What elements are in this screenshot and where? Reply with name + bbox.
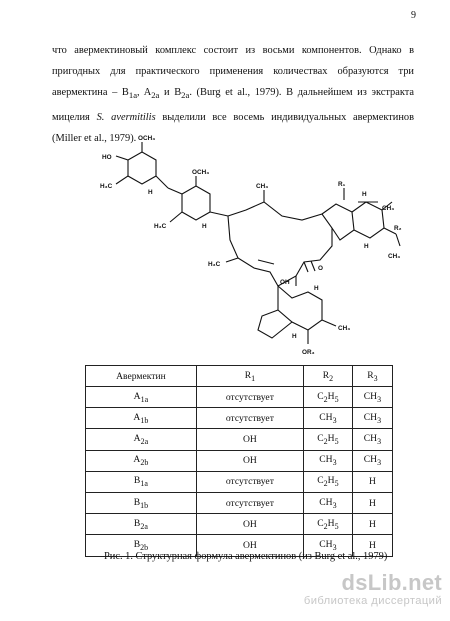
label-r2: R₂ xyxy=(394,225,402,232)
paragraph-line-2: пригодных для практического применения количествах образуются три xyxy=(52,66,414,78)
label-h-2: H xyxy=(202,223,207,230)
paragraph-line-3: авермектина – $B_{1a}$, $A_{2a}$ и $B_{2a}$. (Burg et al., 1979). В дальнейшем из экстракта xyxy=(52,87,415,101)
watermark-subtitle: библиотека диссертаций xyxy=(303,595,442,607)
table-row xyxy=(86,450,393,471)
header-r3: $R_3$ xyxy=(352,366,392,387)
cell-avermectin: $A_{2a}$ xyxy=(86,429,197,450)
table-row xyxy=(86,514,393,535)
label-h3c-2: H₃C xyxy=(154,223,167,230)
label-ch3-c: CH₃ xyxy=(338,325,351,332)
cell-r2: $CH_3$ xyxy=(304,450,353,471)
macrocycle xyxy=(228,202,332,286)
cell-r3: H xyxy=(352,535,392,556)
table-row xyxy=(86,387,393,408)
cell-avermectin: $B_{1a}$ xyxy=(86,471,197,492)
cell-r1: OH xyxy=(196,429,303,450)
cell-avermectin: $B_{2b}$ xyxy=(86,535,197,556)
cell-avermectin: $B_{1b}$ xyxy=(86,492,197,513)
cell-r3: H xyxy=(352,471,392,492)
benzofuran-ring xyxy=(278,286,322,330)
cell-r3: $CH_3$ xyxy=(352,408,392,429)
sugar-ring-2 xyxy=(182,186,210,220)
paragraph-line-1: что авермектиновый комплекс состоит из восьми компонентов. Однако в xyxy=(52,45,414,56)
label-h-low: H xyxy=(292,333,297,340)
label-h-c: H xyxy=(314,285,319,292)
cell-r3: H xyxy=(352,514,392,535)
label-ho: HO xyxy=(102,154,112,161)
cell-r2: $CH_3$ xyxy=(304,492,353,513)
label-o-ring: O xyxy=(318,265,323,272)
cell-avermectin: $B_{2a}$ xyxy=(86,514,197,535)
structural-formula xyxy=(82,130,408,370)
label-h-r: H xyxy=(362,191,367,198)
label-och3-top: OCH₃ xyxy=(138,135,156,142)
cell-r1: OH xyxy=(196,535,303,556)
label-or3: OR₃ xyxy=(302,349,315,356)
cell-r2: $CH_3$ xyxy=(304,535,353,556)
cell-avermectin: $A_{1a}$ xyxy=(86,387,197,408)
cell-r1: OH xyxy=(196,514,303,535)
cell-avermectin: $A_{2b}$ xyxy=(86,450,197,471)
label-oh: OH xyxy=(280,279,290,286)
cell-r2: $CH_3$ xyxy=(304,408,353,429)
paragraph-line-5: (Miller et al., 1979). xyxy=(52,132,137,144)
cell-r2: $C_2H_5$ xyxy=(304,387,353,408)
label-h-1: H xyxy=(148,189,153,196)
cell-r1: отсутствует xyxy=(196,492,303,513)
header-r2: $R_2$ xyxy=(304,366,353,387)
cell-r3: $CH_3$ xyxy=(352,387,392,408)
table-row xyxy=(86,408,393,429)
cell-r1: OH xyxy=(196,450,303,471)
spiroketal-ring-b xyxy=(352,202,384,238)
header-r1: $R_1$ xyxy=(196,366,303,387)
cell-r2: $C_2H_5$ xyxy=(304,471,353,492)
cell-avermectin: $A_{1b}$ xyxy=(86,408,197,429)
label-r1: R₁ xyxy=(338,181,346,188)
figure-caption: Рис. 1. Структурная формула авермектинов (из Burg et al., 1979) xyxy=(104,551,388,562)
label-ch3-r: CH₃ xyxy=(382,205,395,212)
table-row xyxy=(86,471,393,492)
label-och3-2: OCH₃ xyxy=(192,169,210,176)
cell-r2: $C_2H_5$ xyxy=(304,429,353,450)
cell-r3: $CH_3$ xyxy=(352,429,392,450)
label-h3c-1: H₃C xyxy=(100,183,113,190)
cell-r1: отсутствует xyxy=(196,387,303,408)
sugar-ring-1 xyxy=(128,152,156,184)
table-body xyxy=(86,387,393,557)
cell-r1: отсутствует xyxy=(196,408,303,429)
cell-r1: отсутствует xyxy=(196,471,303,492)
label-h-r2: H xyxy=(364,243,369,250)
paragraph-line-4: мицелия S. avermitilis выделили все восемь индивидуальных авермектинов xyxy=(52,111,415,123)
label-ch3-r2: CH₃ xyxy=(388,253,401,260)
watermark-logo: dsLib.net xyxy=(341,570,442,595)
label-h3c-3: H₃C xyxy=(208,261,221,268)
label-ch3-a: CH₃ xyxy=(256,183,269,190)
spiroketal-ring-a xyxy=(322,204,354,240)
watermark xyxy=(270,572,442,608)
header-avermectin: Авермектин xyxy=(86,366,197,387)
table-row xyxy=(86,429,393,450)
cell-r3: H xyxy=(352,492,392,513)
species-name: S. avermitilis xyxy=(96,111,156,123)
cell-r2: $C_2H_5$ xyxy=(304,514,353,535)
avermectin-structure-drawing xyxy=(82,130,408,370)
table-row xyxy=(86,492,393,513)
avermectin-table xyxy=(85,365,393,557)
table-header-row xyxy=(86,366,393,387)
page-number: 9 xyxy=(411,10,416,21)
cell-r3: $CH_3$ xyxy=(352,450,392,471)
